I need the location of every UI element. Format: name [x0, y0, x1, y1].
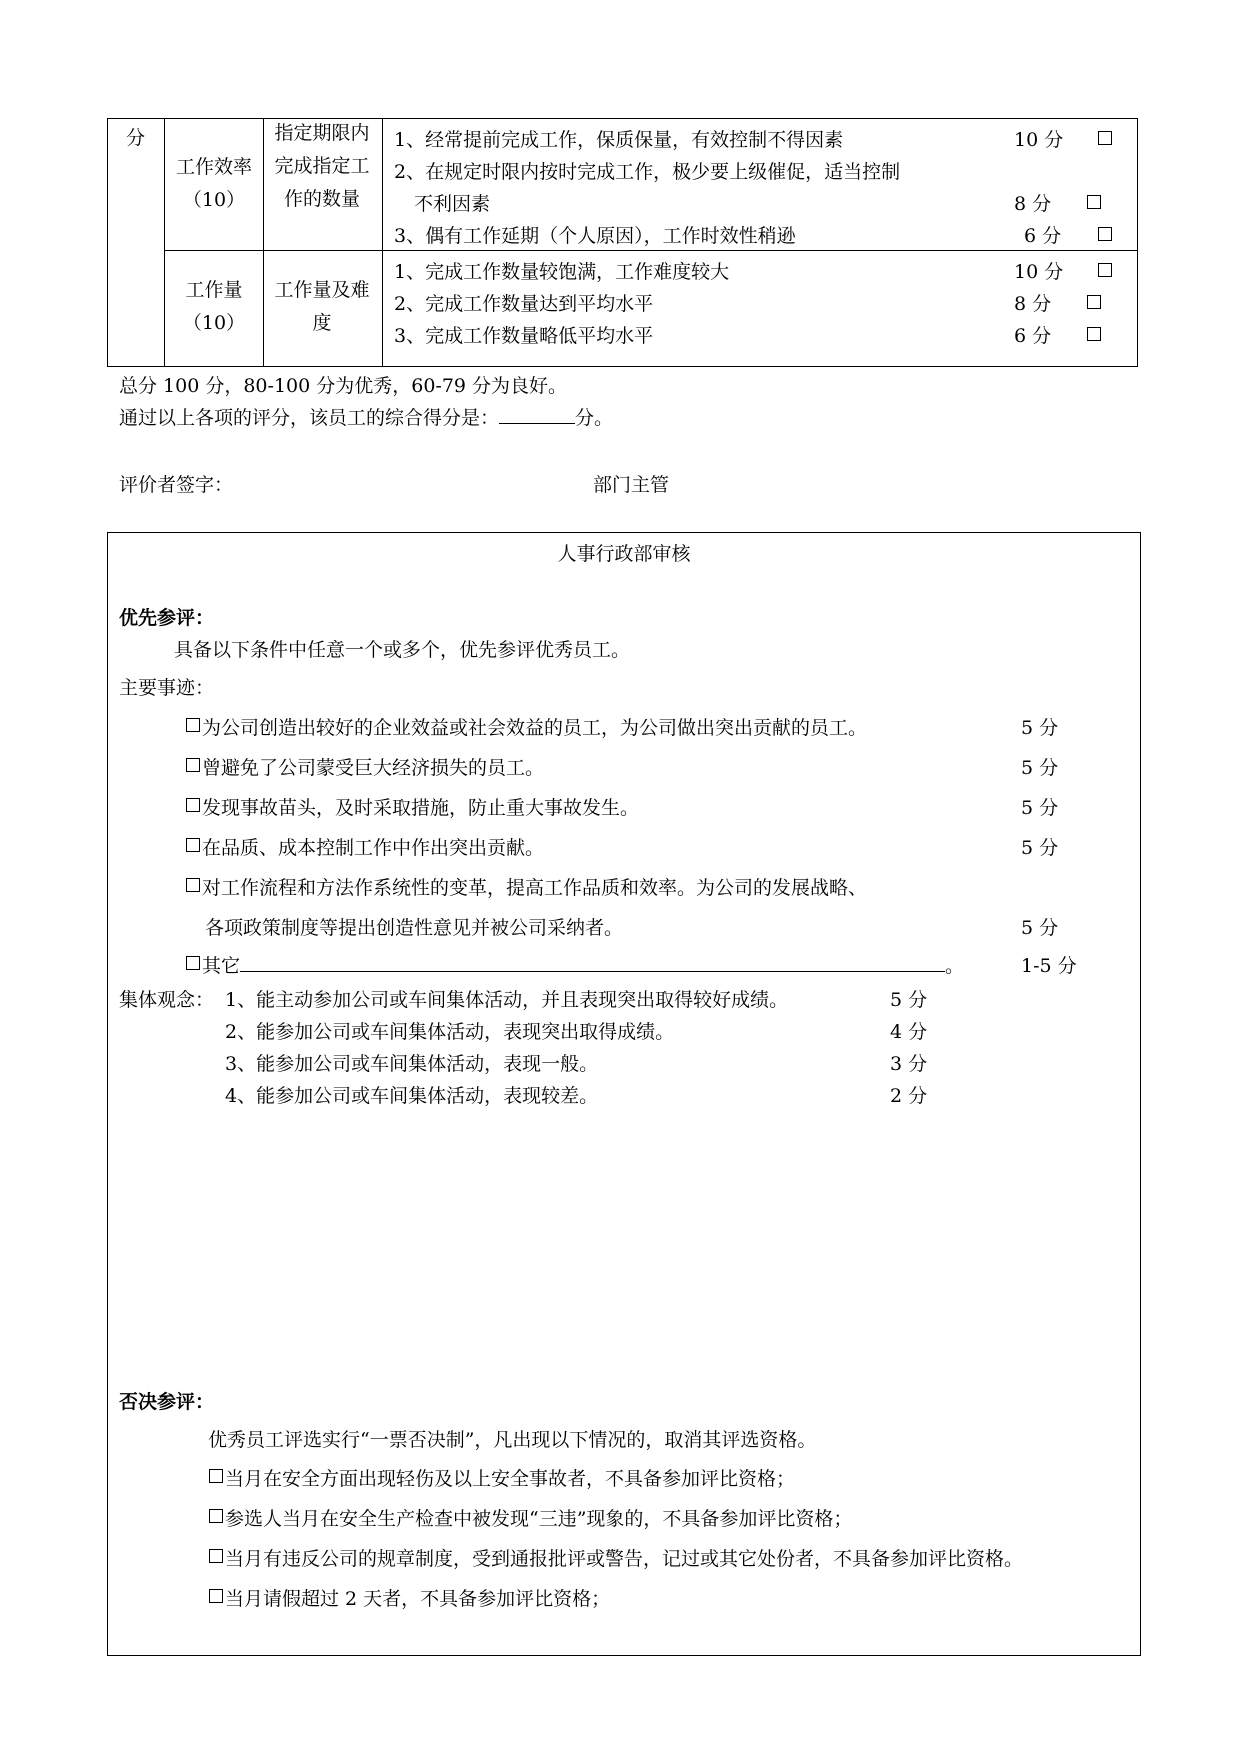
collective-score: 5 分 — [890, 989, 928, 1011]
checkbox[interactable] — [1087, 327, 1101, 341]
option-text: 2、在规定时限内按时完成工作，极少要上级催促，适当控制 — [394, 161, 901, 183]
deed-score: 5 分 — [1021, 797, 1059, 819]
deed-text: 曾避免了公司蒙受巨大经济损失的员工。 — [202, 757, 545, 779]
row-criteria-workload: 工作量及难度 — [274, 279, 370, 334]
checkbox[interactable] — [186, 798, 200, 812]
collective-item: 1、能主动参加公司或车间集体活动，并且表现突出取得较好成绩。 — [225, 989, 789, 1011]
total-score-line — [119, 403, 613, 430]
checkbox[interactable] — [1098, 131, 1112, 145]
veto-item: 当月有违反公司的规章制度，受到通报批评或警告，记过或其它处份者，不具备参加评比资格。 — [225, 1548, 1024, 1570]
checkbox[interactable] — [186, 718, 200, 732]
other-deed-line — [202, 951, 964, 978]
other-label: 其它 — [202, 955, 241, 977]
row-item-efficiency: 工作效率（10） — [175, 156, 252, 211]
checkbox[interactable] — [209, 1589, 223, 1603]
veto-intro: 优秀员工评选实行“一票否决制”，凡出现以下情况的，取消其评选资格。 — [208, 1429, 817, 1451]
score-summary: 总分 100 分，80-100 分为优秀，60-79 分为良好。 — [119, 375, 568, 397]
deed-score: 5 分 — [1021, 717, 1059, 739]
veto-heading: 否决参评： — [119, 1391, 215, 1413]
checkbox[interactable] — [186, 838, 200, 852]
deed-text: 为公司创造出较好的企业效益或社会效益的员工，为公司做出突出贡献的员工。 — [202, 717, 868, 739]
main-deeds-label: 主要事迹： — [119, 677, 215, 699]
other-field[interactable] — [240, 953, 945, 972]
option-score: 8 分 — [1014, 193, 1052, 215]
option-text: 3、完成工作数量略低平均水平 — [394, 325, 654, 347]
collective-score: 3 分 — [890, 1053, 928, 1075]
deed-text: 发现事故苗头，及时采取措施，防止重大事故发生。 — [202, 797, 640, 819]
deed-score: 5 分 — [1021, 917, 1059, 939]
veto-item: 当月在安全方面出现轻伤及以上安全事故者，不具备参加评比资格； — [225, 1468, 796, 1490]
veto-item: 当月请假超过 2 天者，不具备参加评比资格； — [225, 1588, 611, 1610]
total-score-unit: 分。 — [575, 407, 614, 429]
collective-score: 4 分 — [890, 1021, 928, 1043]
checkbox[interactable] — [186, 878, 200, 892]
table-divider — [164, 119, 165, 366]
option-text: 3、偶有工作延期（个人原因），工作时效性稍逊 — [394, 225, 796, 247]
collective-item: 3、能参加公司或车间集体活动，表现一般。 — [225, 1053, 599, 1075]
collective-item: 2、能参加公司或车间集体活动，表现突出取得成绩。 — [225, 1021, 675, 1043]
table-left-cell: 分 — [126, 127, 146, 149]
table-divider — [382, 119, 383, 366]
collective-label: 集体观念： — [119, 989, 215, 1011]
table-row-divider — [164, 250, 1137, 251]
deed-text: 对工作流程和方法作系统性的变革，提高工作品质和效率。为公司的发展战略、 — [202, 877, 868, 899]
hr-review-box — [107, 532, 1141, 1656]
checkbox[interactable] — [209, 1469, 223, 1483]
table-divider — [263, 119, 264, 366]
option-score: 10 分 — [1014, 129, 1064, 151]
evaluation-table — [107, 118, 1138, 367]
priority-heading: 优先参评： — [119, 607, 215, 629]
evaluator-signature-label: 评价者签字： — [119, 474, 234, 496]
collective-score: 2 分 — [890, 1085, 928, 1107]
option-score: 10 分 — [1014, 261, 1064, 283]
option-score: 6 分 — [1024, 225, 1062, 247]
option-score: 8 分 — [1014, 293, 1052, 315]
option-text: 2、完成工作数量达到平均水平 — [394, 293, 654, 315]
supervisor-label: 部门主管 — [593, 474, 670, 496]
checkbox[interactable] — [209, 1549, 223, 1563]
other-end: 。 — [945, 955, 965, 977]
checkbox[interactable] — [1087, 295, 1101, 309]
option-text: 1、经常提前完成工作，保质保量，有效控制不得因素 — [394, 129, 844, 151]
checkbox[interactable] — [186, 758, 200, 772]
checkbox[interactable] — [186, 956, 200, 970]
option-text: 1、完成工作数量较饱满，工作难度较大 — [394, 261, 730, 283]
checkbox[interactable] — [1098, 227, 1112, 241]
veto-item: 参选人当月在安全生产检查中被发现“三违”现象的，不具备参加评比资格； — [225, 1508, 853, 1530]
total-score-field[interactable] — [499, 405, 575, 424]
collective-item: 4、能参加公司或车间集体活动，表现较差。 — [225, 1085, 599, 1107]
deed-text: 在品质、成本控制工作中作出突出贡献。 — [202, 837, 545, 859]
row-criteria-efficiency: 指定期限内完成指定工作的数量 — [274, 122, 370, 210]
checkbox[interactable] — [209, 1509, 223, 1523]
hr-review-title: 人事行政部审核 — [557, 543, 691, 565]
option-text-continued: 不利因素 — [414, 193, 491, 215]
deed-text-continued: 各项政策制度等提出创造性意见并被公司采纳者。 — [205, 917, 624, 939]
deed-score: 5 分 — [1021, 837, 1059, 859]
checkbox[interactable] — [1098, 263, 1112, 277]
deed-score: 5 分 — [1021, 757, 1059, 779]
option-score: 6 分 — [1014, 325, 1052, 347]
other-score: 1-5 分 — [1021, 955, 1077, 977]
checkbox[interactable] — [1087, 195, 1101, 209]
row-item-workload: 工作量（10） — [182, 279, 246, 334]
priority-intro: 具备以下条件中任意一个或多个，优先参评优秀员工。 — [174, 639, 631, 661]
total-score-label: 通过以上各项的评分，该员工的综合得分是： — [119, 407, 500, 429]
